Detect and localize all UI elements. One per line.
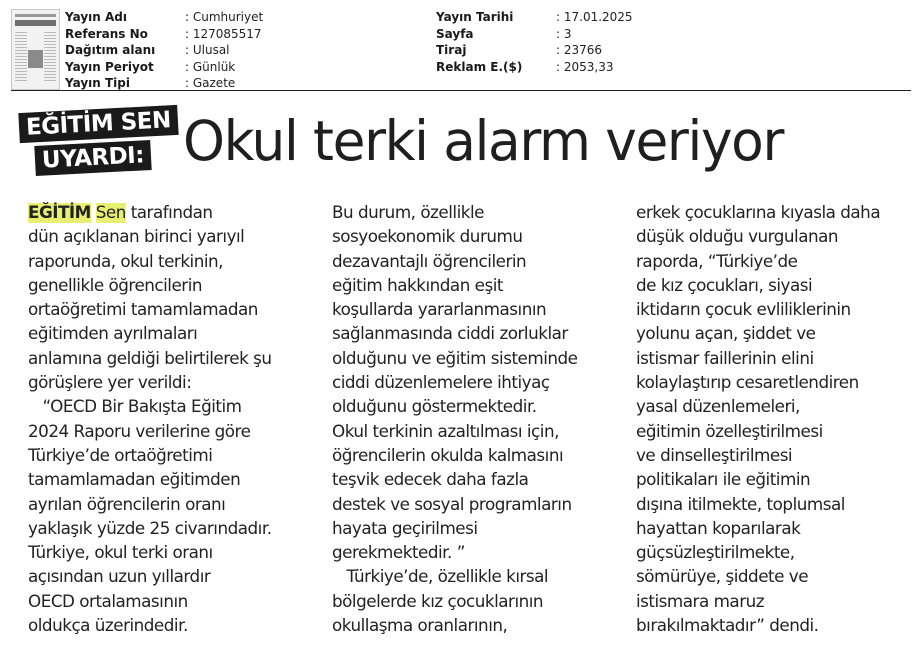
article-text-line: ve dinselleştirilmesi	[636, 445, 793, 466]
lead-highlight: Sen	[95, 203, 126, 223]
article-text-line: dün açıklanan birinci yarıyıl	[28, 227, 245, 248]
article-text-line: olduğunu ve eğitim sisteminde	[332, 348, 578, 369]
article-text-line: eğitim hakkından eşit	[332, 275, 503, 296]
article-text-line: ortaöğretimi tamamlamadan	[28, 300, 258, 321]
article-text-line: güçsüzleştirilmekte,	[636, 543, 795, 564]
lead-line	[28, 201, 324, 225]
metadata-value: : 17.01.2025	[556, 10, 633, 24]
article-text-line: yaklaşık yüzde 25 civarındadır.	[28, 518, 272, 539]
headline-kicker	[15, 107, 171, 179]
article-text-line: Türkiye, okul terki oranı	[28, 543, 213, 564]
article-text-line: iktidarın çocuk evliliklerinin	[636, 300, 851, 321]
metadata-value: : 127085517	[185, 26, 262, 41]
metadata-label: Referans No	[65, 26, 148, 41]
metadata-label: Dağıtım alanı	[65, 43, 156, 57]
article-text-line: dışına itilmekte, toplumsal	[636, 494, 845, 515]
article-text-line: destek ve sosyal programların	[332, 494, 572, 515]
article-text-line: eğitimden ayrılmaları	[28, 324, 198, 345]
article-text-line: düşük olduğu vurgulanan	[636, 227, 839, 248]
header-divider	[11, 90, 911, 91]
article-text-line: okullaşma oranlarının,	[332, 616, 508, 637]
metadata-value: : 23766	[556, 43, 603, 57]
article-text-line: görüşlere yer verildi:	[28, 373, 192, 394]
metadata-label: Sayfa	[436, 26, 474, 41]
article-text-line: sosyoekonomik durumu	[332, 227, 523, 248]
article-text-line: yolunu açan, şiddet ve	[636, 324, 816, 345]
metadata-row	[436, 42, 633, 59]
article-text-line: sömürüye, şiddete ve	[636, 567, 809, 588]
article-text-line: 2024 Raporu verilerine göre	[28, 421, 251, 442]
article-text-line: bırakılmaktadır” dendi.	[636, 616, 819, 637]
publication-metadata-right	[436, 9, 633, 75]
article-text-line: dezavantajlı öğrencilerin	[332, 251, 527, 272]
article-text-line: OECD ortalamasının	[28, 591, 188, 612]
article-text-line: oldukça üzerindedir.	[28, 616, 188, 637]
article-text-line: ayrılan öğrencilerin oranı	[28, 494, 226, 515]
metadata-row	[65, 59, 263, 76]
article-text-line: Türkiye’de, özellikle kırsal	[332, 567, 549, 588]
metadata-row	[436, 9, 633, 26]
metadata-label: Yayın Tarihi	[436, 10, 514, 24]
article-text-line: Okul terkinin azaltılması için,	[332, 421, 559, 442]
metadata-row	[436, 26, 633, 43]
metadata-value: : Gazete	[185, 76, 236, 90]
article-text-line: kolaylaştırıp cesaretlendiren	[636, 373, 859, 394]
article-text-line: Türkiye’de ortaöğretimi	[28, 445, 213, 466]
article-text-line: teşvik edecek daha fazla	[332, 470, 529, 491]
metadata-value: : 3	[556, 26, 572, 41]
article-text-line: öğrencilerin okulda kalmasını	[332, 445, 564, 466]
metadata-label: Yayın Periyot	[65, 59, 154, 74]
article-text-line: açısından uzun yıllardır	[28, 567, 211, 588]
lead-rest: tarafından	[125, 203, 213, 223]
article-text-line: bölgelerde kız çocuklarının	[332, 591, 544, 612]
metadata-label: Yayın Tipi	[65, 76, 130, 90]
article-text-line: sağlanmasında ciddi zorluklar	[332, 324, 568, 345]
article-text-line: istismar faillerinin elini	[636, 348, 814, 369]
article-text-line: Bu durum, özellikle	[332, 203, 484, 223]
metadata-value: : 2053,33	[556, 59, 614, 74]
metadata-value: : Günlük	[185, 59, 236, 74]
article-text-line: de kız çocukları, siyasi	[636, 275, 813, 296]
metadata-row	[65, 26, 263, 43]
article-column-3	[636, 201, 920, 638]
article-text-line: hayattan koparılarak	[636, 518, 801, 539]
metadata-label: Yayın Adı	[65, 10, 127, 24]
article-text-line: koşullarda yararlanmasının	[332, 300, 547, 321]
article-text-line: genellikle öğrencilerin	[28, 275, 203, 296]
metadata-row	[436, 59, 633, 76]
metadata-label: Reklam E.($)	[436, 59, 523, 74]
newspaper-thumbnail-icon	[11, 9, 60, 90]
article-text-line: “OECD Bir Bakışta Eğitim	[28, 397, 242, 418]
article-text-line: yasal düzenlemeleri,	[636, 397, 800, 418]
article-text-line: ciddi düzenlemelere ihtiyaç	[332, 373, 550, 394]
lead-highlight-bold: EĞİTİM	[28, 203, 91, 223]
metadata-row	[65, 42, 263, 59]
article-text-line: gerekmektedir. ”	[332, 543, 465, 564]
metadata-label: Tiraj	[436, 43, 467, 57]
article-text-line: istismara maruz	[636, 591, 765, 612]
article-text-line: politikaları ile eğitimin	[636, 470, 811, 491]
kicker-line-1: EĞİTİM SEN	[18, 105, 178, 143]
metadata-value: : Ulusal	[185, 43, 230, 57]
article-text-line: anlamına geldiği belirtilerek şu	[28, 348, 272, 369]
article-text-line: hayata geçirilmesi	[332, 518, 478, 539]
article-text-line: tamamlamadan eğitimden	[28, 470, 241, 491]
article-headline: Okul terki alarm veriyor	[183, 109, 784, 173]
publication-metadata-left	[65, 9, 263, 92]
metadata-row	[65, 9, 263, 26]
article-text-line: olduğunu göstermektedir.	[332, 397, 537, 418]
article-column-1	[28, 201, 328, 638]
article-text-line: raporunda, okul terkinin,	[28, 251, 224, 272]
article-column-2	[332, 201, 632, 638]
kicker-line-2: UYARDI:	[34, 140, 151, 176]
article-text-line: erkek çocuklarına kıyasla daha	[636, 203, 881, 223]
article-text-line: raporda, “Türkiye’de	[636, 251, 798, 272]
metadata-value: : Cumhuriyet	[185, 10, 264, 24]
article-text-line: eğitimin özelleştirilmesi	[636, 421, 823, 442]
